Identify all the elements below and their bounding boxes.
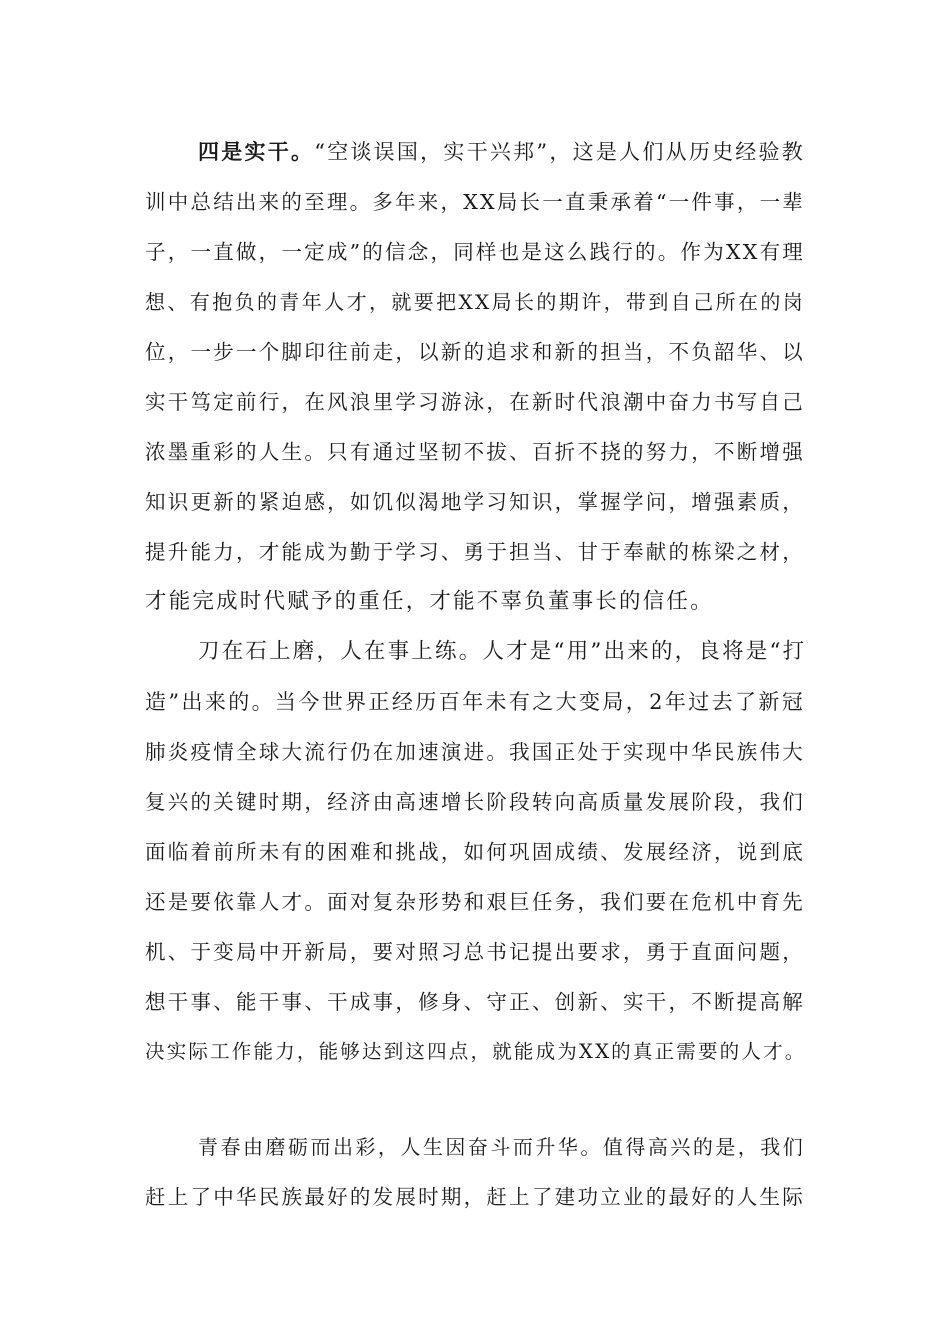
paragraph-1-line-6: 实干笃定前行，在风浪里学习游泳，在新时代浪潮中奋力书写自己: [145, 390, 805, 414]
paragraph-3-line-1: 青春由磨砺而出彩，人生因奋斗而升华。值得高兴的是，我们: [198, 1135, 805, 1159]
paragraph-1-line-7: 浓墨重彩的人生。只有通过坚韧不拔、百折不挠的努力，不断增强: [145, 440, 805, 464]
paragraph-2-line-3: 肺炎疫情全球大流行仍在加速演进。我国正处于实现中华民族伟大: [145, 740, 805, 764]
paragraph-1-line-10: 才能完成时代赋予的重任，才能不辜负董事长的信任。: [145, 589, 714, 614]
paragraph-1-line-5: 位，一步一个脚印往前走，以新的追求和新的担当，不负韶华、以: [145, 340, 805, 364]
paragraph-1-lead: 四是实干。: [198, 139, 315, 164]
paragraph-1-line-4: 想、有抱负的青年人才，就要把XX局长的期许，带到自己所在的岗: [145, 290, 805, 314]
paragraph-2-line-6: 还是要依靠人才。面对复杂形势和艰巨任务，我们要在危机中育先: [145, 890, 805, 914]
paragraph-1-line-1: [198, 137, 805, 167]
paragraph-1-line-3: 子，一直做，一定成”的信念，同样也是这么践行的。作为XX有理: [145, 240, 805, 264]
paragraph-1-line-8: 知识更新的紧迫感，如饥似渴地学习知识，掌握学问，增强素质，: [145, 490, 805, 514]
paragraph-1-line-2: 训中总结出来的至理。多年来，XX局长一直秉承着“一件事，一辈: [145, 190, 805, 214]
paragraph-2-line-1: 刀在石上磨，人在事上练。人才是“用”出来的，良将是“打: [198, 639, 807, 664]
paragraph-1-line-9: 提升能力，才能成为勤于学习、勇于担当、甘于奉献的栋梁之材，: [145, 540, 805, 564]
paragraph-2-line-9: 决实际工作能力，能够达到这四点，就能成为XX的真正需要的人才。: [145, 1040, 807, 1063]
paragraph-1-line-1-text: “空谈误国，实干兴邦”，这是人们从历史经验教: [314, 140, 805, 164]
paragraph-2-line-4: 复兴的关键时期，经济由高速增长阶段转向高质量发展阶段，我们: [145, 790, 805, 814]
paragraph-2-line-7: 机、于变局中开新局，要对照习总书记提出要求，勇于直面问题，: [145, 940, 805, 964]
paragraph-2-line-8: 想干事、能干事、干成事，修身、守正、创新、实干，不断提高解: [145, 990, 805, 1014]
paragraph-3-line-2: 赶上了中华民族最好的发展时期，赶上了建功立业的最好的人生际: [145, 1185, 805, 1209]
paragraph-2-line-5: 面临着前所未有的困难和挑战，如何巩固成绩、发展经济，说到底: [145, 840, 805, 864]
paragraph-2-line-2: 造”出来的。当今世界正经历百年未有之大变局，2年过去了新冠: [145, 690, 805, 714]
